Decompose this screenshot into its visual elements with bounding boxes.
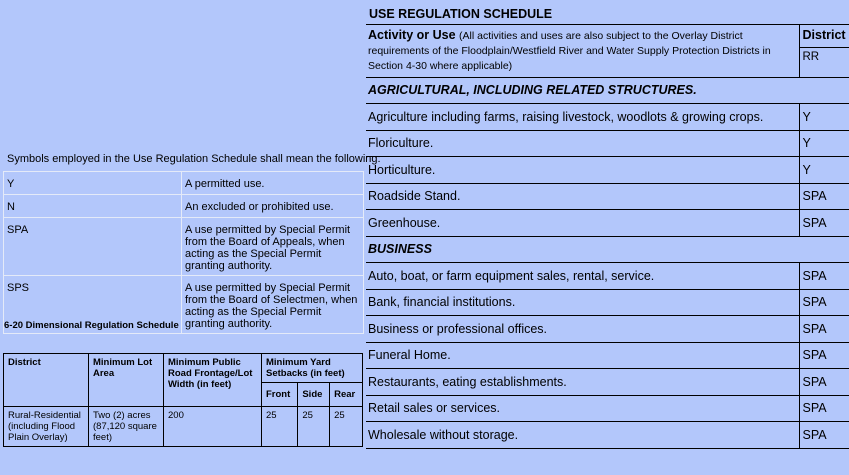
section-title: BUSINESS: [366, 236, 849, 263]
use-cell: Bank, financial institutions.: [366, 289, 799, 316]
rr-cell: SPA: [799, 183, 849, 210]
symbol-meaning: A permitted use.: [182, 172, 364, 195]
rr-cell: Y: [799, 157, 849, 184]
use-cell: Roadside Stand.: [366, 183, 799, 210]
table-row: [366, 157, 849, 184]
symbols-table: [3, 171, 364, 334]
symbol-row: [4, 172, 364, 195]
activity-header: Activity or Use: [368, 28, 456, 42]
table-row: [366, 316, 849, 343]
section-heading: [366, 236, 849, 263]
symbol-code: SPA: [4, 218, 182, 276]
rr-cell: Y: [799, 130, 849, 157]
section-heading: [366, 77, 849, 104]
rr-cell: Y: [799, 104, 849, 131]
use-header-row: [366, 25, 849, 77]
header-min-setbacks: Minimum Yard Setbacks (in feet): [262, 354, 363, 383]
cell-frontage: 200: [164, 407, 262, 447]
district-header: District: [800, 25, 849, 48]
header-min-lot-area: Minimum Lot Area: [89, 354, 164, 407]
table-row: [366, 263, 849, 290]
use-cell: Wholesale without storage.: [366, 422, 799, 449]
district-rr: RR: [802, 51, 820, 63]
cell-side: 25: [298, 407, 330, 447]
district-header-cell: [799, 25, 849, 77]
symbol-meaning: A use permitted by Special Permit from the Board of Appeals, when acting as the Special Permit granting authority.: [182, 218, 364, 276]
table-row: [366, 289, 849, 316]
table-row: [366, 183, 849, 210]
symbol-code: SPS: [4, 276, 182, 334]
symbol-row: [4, 218, 364, 276]
dimensional-table: [3, 353, 363, 447]
rr-cell: SPA: [799, 289, 849, 316]
symbol-meaning: A use permitted by Special Permit from the Board of Selectmen, when acting as the Special Permit granting authority.: [182, 276, 364, 334]
table-row: [366, 422, 849, 449]
use-cell: Horticulture.: [366, 157, 799, 184]
use-cell: Agriculture including farms, raising livestock, woodlots & growing crops.: [366, 104, 799, 131]
use-cell: Auto, boat, or farm equipment sales, rental, service.: [366, 263, 799, 290]
rr-cell: SPA: [799, 263, 849, 290]
dimensional-title: 6-20 Dimensional Regulation Schedule: [4, 320, 179, 331]
rr-cell: SPA: [799, 210, 849, 237]
cell-district: Rural-Residential (including Flood Plain Overlay): [4, 407, 89, 447]
cell-rear: 25: [330, 407, 363, 447]
use-cell: Greenhouse.: [366, 210, 799, 237]
use-cell: Retail sales or services.: [366, 395, 799, 422]
use-schedule-title: USE REGULATION SCHEDULE: [366, 5, 849, 25]
header-district: District: [4, 354, 89, 407]
symbols-intro: Symbols employed in the Use Regulation Schedule shall mean the following:: [7, 153, 381, 165]
table-row: [4, 407, 363, 447]
activity-note: (All activities and uses are also subject to the Overlay District requirements of the Floodplain/Westfield River and Water Supply Protection Districts in Section 4-30 where applicable): [368, 30, 771, 72]
symbol-code: Y: [4, 172, 182, 195]
symbol-meaning: An excluded or prohibited use.: [182, 195, 364, 218]
symbol-row: [4, 195, 364, 218]
rr-cell: SPA: [799, 369, 849, 396]
dimensional-header-row: [4, 354, 363, 383]
activity-header-cell: [366, 25, 799, 77]
table-row: [366, 130, 849, 157]
symbol-code: N: [4, 195, 182, 218]
table-row: [366, 104, 849, 131]
use-cell: Floriculture.: [366, 130, 799, 157]
table-row: [366, 369, 849, 396]
use-cell: Funeral Home.: [366, 342, 799, 369]
rr-cell: SPA: [799, 342, 849, 369]
header-min-frontage: Minimum Public Road Frontage/Lot Width (in feet): [164, 354, 262, 407]
use-regulation-schedule: [366, 5, 849, 449]
use-cell: Restaurants, eating establishments.: [366, 369, 799, 396]
rr-cell: SPA: [799, 422, 849, 449]
use-cell: Business or professional offices.: [366, 316, 799, 343]
cell-lot-area: Two (2) acres (87,120 square feet): [89, 407, 164, 447]
section-title: AGRICULTURAL, INCLUDING RELATED STRUCTURES.: [366, 77, 849, 104]
table-row: [366, 342, 849, 369]
rr-cell: SPA: [799, 395, 849, 422]
rr-cell: SPA: [799, 316, 849, 343]
header-side: Side: [298, 383, 330, 407]
cell-front: 25: [262, 407, 298, 447]
header-rear: Rear: [330, 383, 363, 407]
use-table: [366, 25, 849, 449]
header-front: Front: [262, 383, 298, 407]
table-row: [366, 210, 849, 237]
table-row: [366, 395, 849, 422]
